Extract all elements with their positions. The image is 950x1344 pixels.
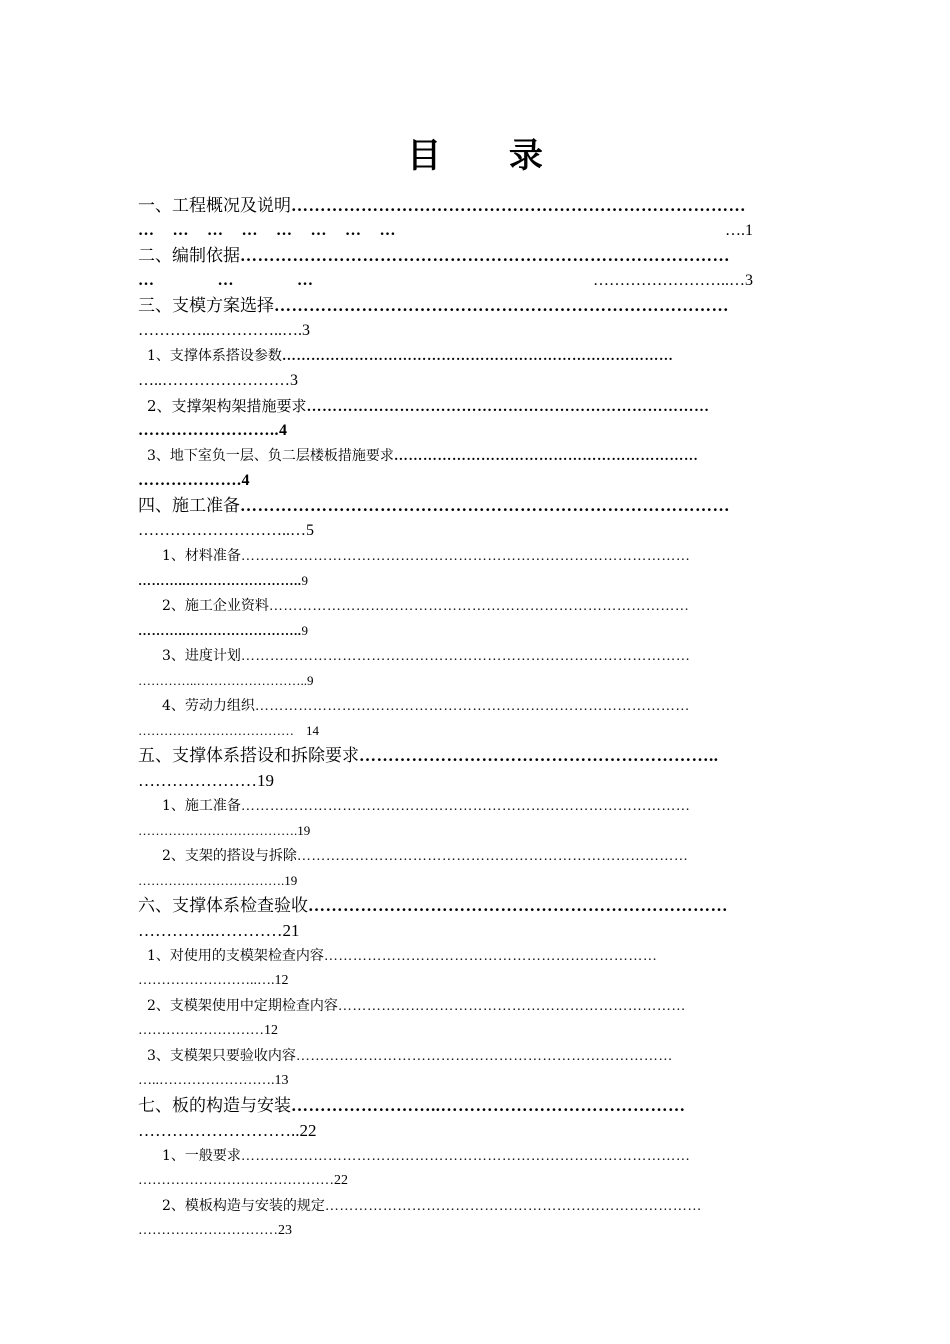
toc-page-number: 9: [301, 623, 308, 638]
toc-entry-label: 2、支模架使用中定期检查内容: [147, 998, 338, 1014]
toc-leader-dots: ……………………………………………………………………: [291, 196, 746, 215]
toc-leader-dots: …………..……………………..: [138, 673, 307, 688]
toc-leader-dots: ………………………………………………………………………: [296, 849, 689, 864]
toc-entry-3-2[interactable]: [138, 393, 753, 443]
toc-leader-dots: ……………………………………………………………: [323, 949, 658, 964]
toc-leader-dots: …………………………………………………………………………………: [240, 649, 691, 664]
toc-leader-dots: ………………………..…: [138, 522, 306, 539]
toc-entry-label: 4、劳动力组织: [162, 698, 255, 714]
toc-leader-dots: ……………………..……………………………………: [291, 1096, 686, 1115]
toc-page-number: 19: [297, 823, 311, 838]
toc-entry-label: 1、对使用的支模架检查内容: [147, 948, 324, 964]
toc-entry-label: 3、进度计划: [162, 648, 241, 664]
toc-leader-dots: … … … … … … … …: [138, 222, 396, 239]
toc-leader-dots: ………………………: [138, 1023, 264, 1038]
toc-entry-5-1[interactable]: [138, 793, 753, 843]
toc-entry-3-1[interactable]: [138, 343, 753, 393]
toc-entry-4-4[interactable]: [138, 693, 753, 743]
toc-entry-4-3[interactable]: [138, 643, 753, 693]
toc-entry-label: 2、施工企业资料: [162, 598, 269, 614]
toc-page-number: 9: [307, 673, 314, 688]
toc-leader-dots: …………………………………………………………………………………: [240, 799, 691, 814]
toc-leader-dots: ………..……………………..: [138, 623, 302, 638]
toc-entry-6-2[interactable]: [138, 993, 753, 1043]
toc-page-number: ……………………..…3: [593, 272, 753, 289]
toc-leader-dots: ……………………………………………………………………………: [268, 599, 690, 614]
toc-entry-label: 七、板的构造与安装: [138, 1096, 291, 1116]
toc-page-number: 4: [241, 472, 250, 489]
toc-entry-4-1[interactable]: [138, 543, 753, 593]
toc-entry-6-3[interactable]: [138, 1043, 753, 1093]
toc-page-number: 22: [299, 1121, 317, 1140]
toc-entry-label: 2、模板构造与安装的规定: [162, 1198, 325, 1214]
page-title: 目 录: [407, 136, 571, 176]
toc-leader-dots: ………………………………………………………………: [308, 896, 728, 915]
toc-leader-dots: ……………………..….: [138, 973, 275, 988]
toc-entry-3-3[interactable]: [138, 443, 753, 493]
toc-leader-dots: …………………………………………………………………………: [240, 246, 730, 265]
toc-leader-dots: ………..……………………..: [138, 573, 302, 588]
toc-entry-label: 六、支撑体系检查验收: [138, 896, 308, 916]
toc-entry-label: 3、支模架只要验收内容: [147, 1048, 296, 1064]
toc-leader-dots: ………………………………………………………………………………: [254, 699, 690, 714]
toc-entry-label: 1、施工准备: [162, 798, 241, 814]
toc-page-number: 22: [334, 1173, 348, 1188]
toc-entry-7[interactable]: [138, 1093, 753, 1143]
toc-leader-dots: …………………………………………………………………………………: [240, 1149, 691, 1164]
toc-entry-3[interactable]: [138, 293, 753, 343]
toc-entry-5[interactable]: [138, 743, 753, 793]
toc-page-number: 14: [306, 723, 319, 738]
toc-leader-dots: …..……………………: [138, 372, 290, 389]
toc-entry-label: 3、地下室负一层、负二层楼板措施要求: [147, 448, 394, 464]
toc-entry-label: 1、材料准备: [162, 548, 241, 564]
toc-page-number: 13: [274, 1073, 289, 1088]
toc-entry-label: 二、编制依据: [138, 246, 240, 266]
toc-entry-6-1[interactable]: [138, 943, 753, 993]
toc-page-number: 19: [257, 771, 274, 790]
toc-leader-dots: …………………………………………………………………………: [240, 496, 730, 515]
toc-leader-dots: ………………………..: [138, 1121, 300, 1140]
toc-page-number: 23: [278, 1223, 292, 1238]
toc-entry-label: 1、支撑体系搭设参数: [147, 348, 282, 364]
toc-page-number: 3: [302, 322, 310, 339]
toc-entry-7-2[interactable]: [138, 1193, 753, 1243]
toc-page-number: 9: [301, 573, 308, 588]
toc-leader-dots: …………………………………………………………………………………: [240, 549, 691, 564]
toc-entry-label: 2、支撑架构架措施要求: [147, 397, 307, 415]
toc-leader-dots: …………..…………..….: [138, 322, 302, 339]
toc-entry-label: 1、一般要求: [162, 1148, 241, 1164]
toc-page-number: 19: [284, 873, 298, 888]
toc-leader-dots: ………………………………………………………………: [337, 999, 686, 1014]
toc-leader-dots: ……………………………….: [138, 823, 298, 838]
toc-leader-dots: ……………………………………………………………………: [274, 296, 729, 315]
toc-entry-7-1[interactable]: [138, 1143, 753, 1193]
toc-entry-2[interactable]: [138, 243, 753, 293]
toc-leader-dots: ……………………………………………………..: [359, 746, 719, 765]
toc-leader-dots: ……………………..: [138, 422, 279, 439]
toc-entry-4-2[interactable]: [138, 593, 753, 643]
table-of-contents: [138, 193, 753, 1243]
toc-entry-label: 三、支模方案选择: [138, 296, 274, 316]
toc-leader-dots: …..…………………….: [138, 1073, 275, 1088]
toc-leader-dots: …………………………….: [138, 873, 285, 888]
toc-leader-dots: ……………….: [138, 472, 242, 489]
toc-leader-dots: ……………………………………………………………………: [306, 399, 710, 415]
toc-page-number: ….1: [725, 222, 753, 239]
toc-leader-dots: ……………………………………: [138, 1173, 334, 1188]
toc-entry-5-2[interactable]: [138, 843, 753, 893]
toc-leader-dots: …………..…………: [138, 921, 283, 940]
toc-page-number: 3: [290, 372, 298, 389]
toc-entry-6[interactable]: [138, 893, 753, 943]
toc-page-number: 12: [274, 973, 289, 988]
toc-page-number: 4: [279, 422, 287, 439]
toc-entry-label: 一、工程概况及说明: [138, 196, 291, 216]
toc-entry-label: 2、支架的搭设与拆除: [162, 848, 297, 864]
toc-leader-dots: ………………………………: [138, 723, 294, 738]
toc-leader-dots: ………………………………………………………: [393, 449, 699, 464]
toc-leader-dots: …………………: [138, 771, 257, 790]
toc-entry-1[interactable]: [138, 193, 753, 243]
toc-entry-label: 五、支撑体系搭设和拆除要求: [138, 746, 359, 766]
toc-leader-dots: ……………………………………………………………………: [295, 1049, 673, 1064]
toc-entry-4[interactable]: [138, 493, 753, 543]
toc-page-number: 5: [306, 522, 314, 539]
toc-page-number: 12: [264, 1023, 278, 1038]
toc-leader-dots: ………………………………………………………………………: [281, 349, 674, 364]
toc-leader-dots: …………………………: [138, 1223, 278, 1238]
toc-entry-label: 四、施工准备: [138, 496, 240, 516]
toc-page-number: 21: [282, 921, 300, 940]
toc-leader-dots: ……………………………………………………………………: [324, 1199, 702, 1214]
toc-leader-dots: … … …: [138, 272, 314, 289]
